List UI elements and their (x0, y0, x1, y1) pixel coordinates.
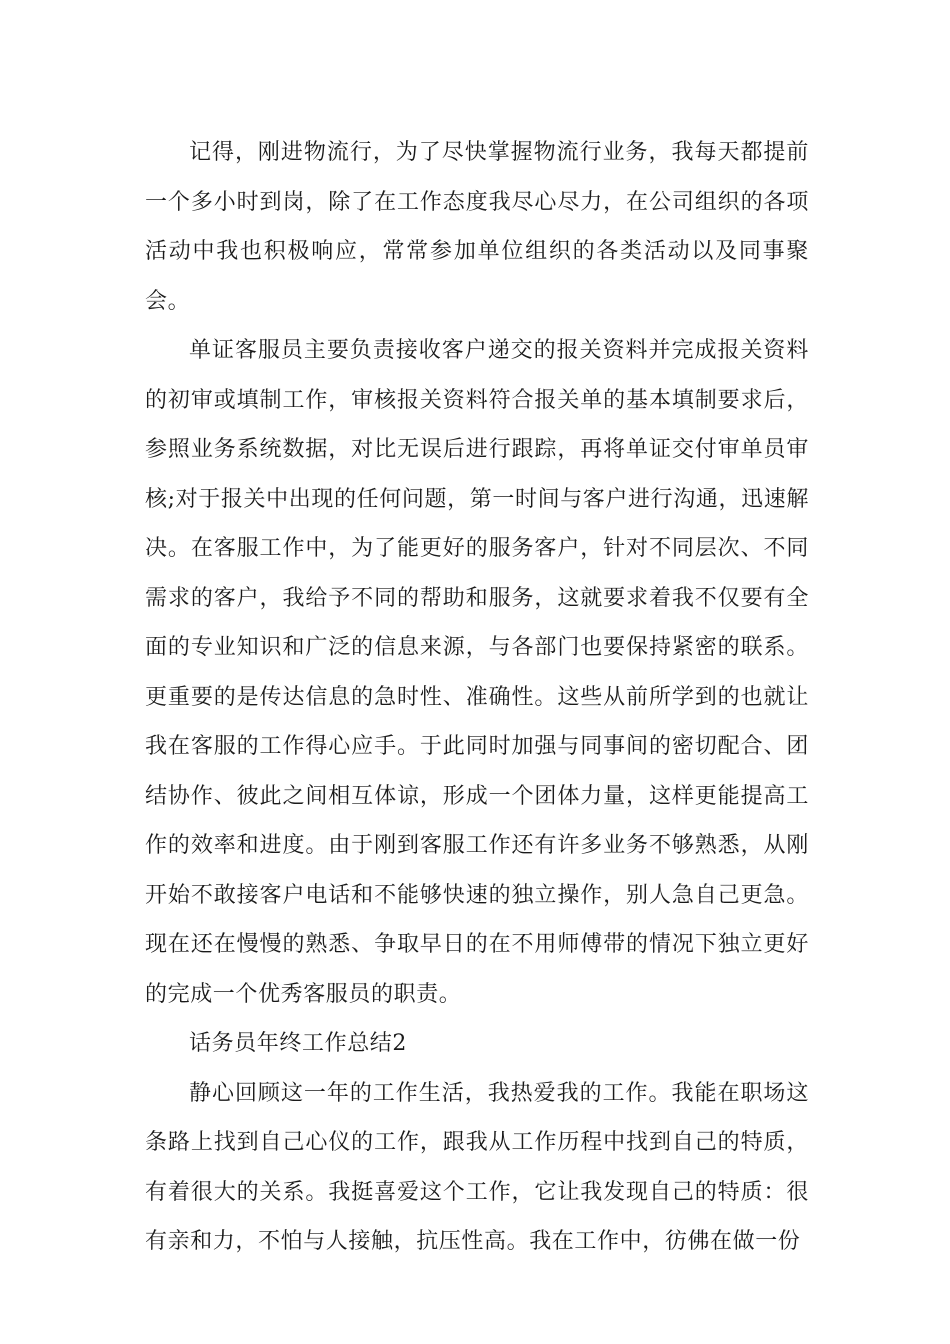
paragraph-1: 记得，刚进物流行，为了尽快掌握物流行业务，我每天都提前一个多小时到岗，除了在工作态度我尽心尽力，在公司组织的各项活动中我也积极响应，常常参加单位组织的各类活动以及同事聚会。 (145, 140, 809, 314)
document-body (145, 128, 809, 1267)
paragraph-2: 单证客服员主要负责接收客户递交的报关资料并完成报关资料的初审或填制工作，审核报关资料符合报关单的基本填制要求后，参照业务系统数据，对比无误后进行跟踪，再将单证交付审单员审核;对于报关中出现的任何问题，第一时间与客户进行沟通，迅速解决。在客服工作中，为了能更好的服务客户，针对不同层次、不同需求的客户，我给予不同的帮助和服务，这就要求着我不仅要有全面的专业知识和广泛的信息来源，与各部门也要保持紧密的联系。更重要的是传达信息的急时性、准确性。这些从前所学到的也就让我在客服的工作得心应手。于此同时加强与同事间的密切配合、团结协作、彼此之间相互体谅，形成一个团体力量，这样更能提高工作的效率和进度。由于刚到客服工作还有许多业务不够熟悉，从刚开始不敢接客户电话和不能够快速的独立操作，别人急自己更急。现在还在慢慢的熟悉、争取早日的在不用师傅带的情况下独立更好的完成一个优秀客服员的职责。 (145, 338, 809, 1007)
paragraph-3: 静心回顾这一年的工作生活，我热爱我的工作。我能在职场这条路上找到自己心仪的工作，跟我从工作历程中找到自己的特质，有着很大的关系。我挺喜爱这个工作，它让我发现自己的特质：很有亲和力，不怕与人接触，抗压性高。我在工作中，彷佛在做一份 (145, 1080, 809, 1254)
section-heading: 话务员年终工作总结2 (189, 1031, 407, 1056)
